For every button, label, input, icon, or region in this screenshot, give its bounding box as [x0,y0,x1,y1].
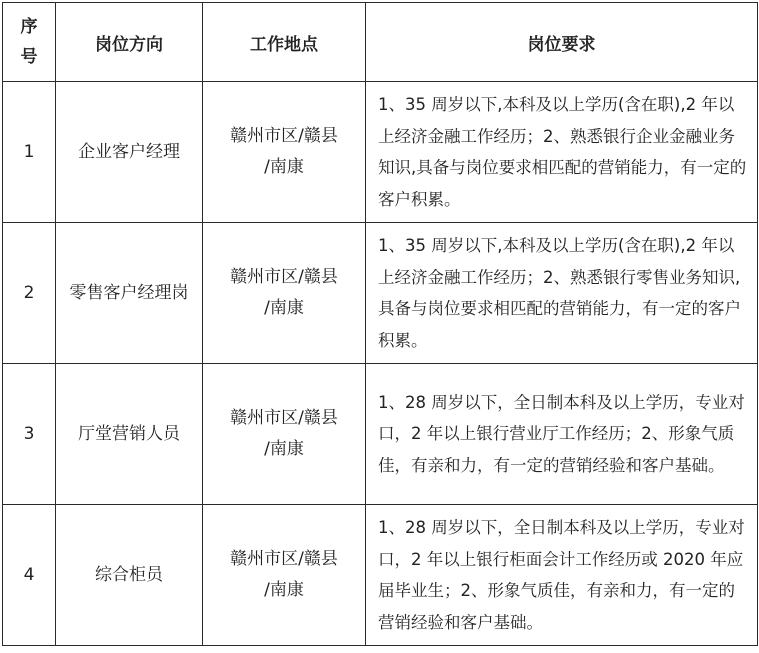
table-row [3,82,758,223]
row-position: 零售客户经理岗 [56,223,203,364]
row-location-line1: 赣州市区/赣县 [230,126,338,146]
row-location-line1: 赣州市区/赣县 [230,408,338,428]
row-requirements: 1、28 周岁以下，全日制本科及以上学历，专业对口，2 年以上银行营业厅工作经历；2、形象气质佳，有亲和力，有一定的营销经验和客户基础。 [366,364,758,505]
row-number: 1 [3,82,56,223]
row-location [203,82,366,223]
table-row [3,223,758,364]
row-location-line2: /南康 [264,439,304,459]
row-requirements: 1、35 周岁以下,本科及以上学历(含在职),2 年以上经济金融工作经历；2、熟悉银行零售业务知识,具备与岗位要求相匹配的营销能力，有一定的客户积累。 [366,223,758,364]
table-row [3,364,758,505]
row-location-line2: /南康 [264,157,304,177]
row-requirements: 1、35 周岁以下,本科及以上学历(含在职),2 年以上经济金融工作经历；2、熟悉银行企业金融业务知识,具备与岗位要求相匹配的营销能力，有一定的客户积累。 [366,82,758,223]
row-number: 3 [3,364,56,505]
row-requirements: 1、28 周岁以下，全日制本科及以上学历，专业对口，2 年以上银行柜面会计工作经历或 2020 年应届毕业生；2、形象气质佳，有亲和力，有一定的营销经验和客户基础。 [366,505,758,646]
header-seq-line1: 序 [20,17,38,37]
row-position: 企业客户经理 [56,82,203,223]
header-position: 岗位方向 [56,3,203,82]
table-row [3,505,758,646]
header-row [3,3,758,82]
row-number: 2 [3,223,56,364]
header-requirements: 岗位要求 [366,3,758,82]
header-seq [3,3,56,82]
row-position: 综合柜员 [56,505,203,646]
row-location-line1: 赣州市区/赣县 [230,549,338,569]
recruitment-table [2,2,758,646]
header-seq-line2: 号 [20,47,38,67]
header-location: 工作地点 [203,3,366,82]
row-number: 4 [3,505,56,646]
row-position: 厅堂营销人员 [56,364,203,505]
row-location [203,364,366,505]
row-location [203,223,366,364]
row-location [203,505,366,646]
row-location-line2: /南康 [264,580,304,600]
row-location-line1: 赣州市区/赣县 [230,267,338,287]
row-location-line2: /南康 [264,298,304,318]
